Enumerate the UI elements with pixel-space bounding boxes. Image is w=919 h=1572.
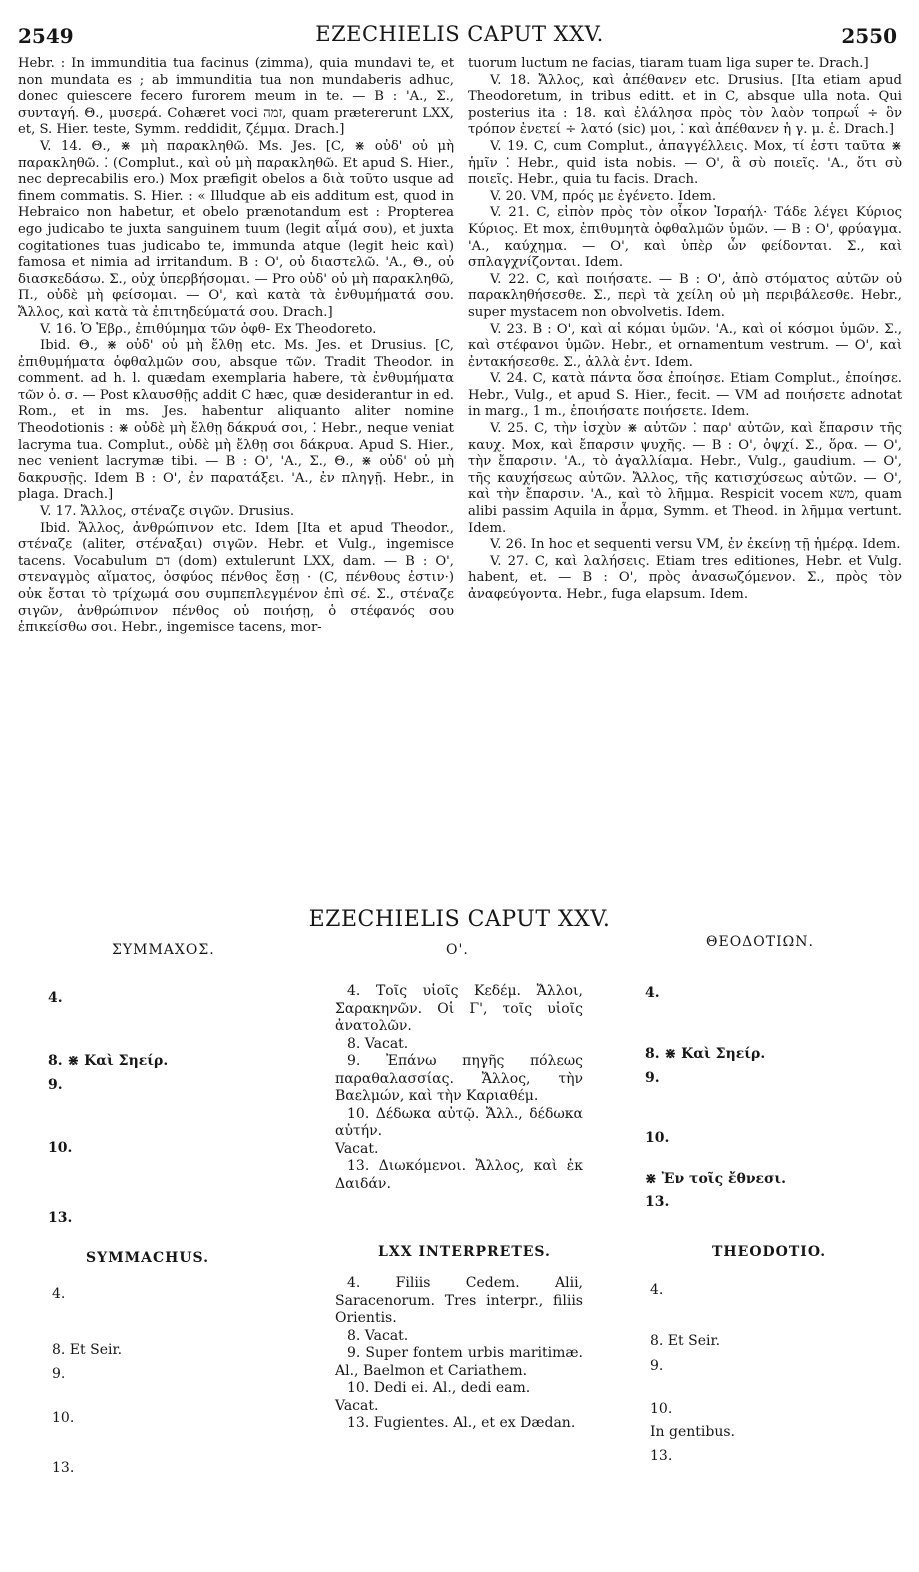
lxx-greek-entry: 8. Vacat.: [347, 1035, 409, 1052]
theodotion-greek-entry: 10.: [645, 1130, 670, 1146]
note-paragraph: V. 19. C, cum Complut., ἀπαγγέλλεις. Mox, τί ἐστι ταῦτα ⋇ ἡμῖν ⁚ Hebr., quid ista nobis. — O', ἃ σὺ ποιεῖς. 'A., ὅτι σὺ ποιεῖς. Hebr., quia tu facis. Drach.: [468, 138, 902, 188]
column-heading-lxx-greek: Ο'.: [446, 942, 469, 958]
note-paragraph: V. 27. C, καὶ λαλήσεις. Etiam tres editiones, Hebr. et Vulg. habent, et. — B : O', πρὸς ἀνασωζόμενον. Σ., πρὸς τὸν ἀναφεύγοντα. Hebr., fuga elapsum. Idem.: [468, 553, 902, 602]
note-paragraph: V. 21. C, εἰπὸν πρὸς τὸν οἶκον Ἰσραήλ· Τάδε λέγει Κύριος Κύριος. Et mox, ἐπιθυμητὰ ὀφθαλμῶν ὑμῶν. — B : O', φρύαγμα. 'A., καύχημα. — O', καὶ ὑπὲρ ὧν φείδονται. Σ., καὶ σπλαγχνίζονται. Idem.: [468, 205, 902, 271]
lxx-greek-entry: 10. Δέδωκα αὐτῷ. Ἄλλ., δέδωκα αὐτήν.: [335, 1105, 583, 1139]
lxx-greek-column: [335, 983, 583, 1193]
column-heading-symmachus-greek: ΣΥΜΜΑΧΟΣ.: [112, 942, 215, 958]
theodotion-greek-entry: 9.: [645, 1070, 660, 1086]
lxx-greek-entry: Vacat.: [335, 1140, 379, 1157]
symmachus-latin-entry: 8. Et Seir.: [52, 1342, 123, 1358]
note-paragraph: Ibid. Θ., ⋇ οὐδ' οὐ μὴ ἔλθῃ etc. Ms. Jes. et Drusius. [C, ἐπιθυμήματα ὀφθαλμῶν σου, absque τῶν. Tradit Theodor. in comment. ad h. l. quædam exemplaria habere, τὰ ἐνθυμήματα τῶν ὀ. σ. — Post κλαυσθῇς addit C hæc, quæ desiderantur in ed. Rom., et in ms. Jes. habentur aliquanto aliter nomine Theodotionis : ⋇ οὐδὲ μὴ ἔλθῃ δάκρυά σοι, ⁚ Hebr., neque veniat lacryma tua. Complut., οὐδὲ μὴ ἔλθῃ σοι δάκρυα. Apud S. Hier., nec venient lacrymæ tibi. — B : O', 'A., Σ., Θ., ⋇ οὐδ' οὐ μὴ δακρυσῇς. Idem B : O', ἐν παρατάξει. 'A., ἐν πληγῇ. Hebr., in plaga. Drach.]: [18, 338, 454, 503]
column-heading-lxx-latin: LXX INTERPRETES.: [378, 1244, 551, 1260]
lxx-latin-entry: 13. Fugientes. Al., et ex Dædan.: [347, 1415, 576, 1431]
lxx-greek-entry: 9. Ἐπάνω πηγῆς πόλεως παραθαλασσίας. Ἄλλος, τὴν Βαελμών, καὶ τὴν Καριαθέμ.: [335, 1053, 583, 1104]
column-heading-theodotion-greek: ΘΕΟΔΟΤΙΩΝ.: [706, 934, 814, 950]
lxx-latin-entry: 9. Super fontem urbis maritimæ. Al., Baelmon et Cariathem.: [335, 1345, 583, 1379]
lxx-latin-column: [335, 1275, 583, 1433]
note-paragraph: V. 26. In hoc et sequenti versu VM, ἐν ἐκείνῃ τῇ ἡμέρᾳ. Idem.: [490, 537, 901, 553]
symmachus-greek-entry: 4.: [48, 990, 63, 1006]
theodotion-latin-entry: 8. Et Seir.: [650, 1333, 721, 1349]
column-heading-theodotion-latin: THEODOTIO.: [712, 1244, 827, 1260]
theodotion-greek-entry: 13.: [645, 1194, 670, 1210]
section-title: EZECHIELIS CAPUT XXV.: [308, 907, 611, 932]
note-paragraph: V. 24. C, κατὰ πάντα ὅσα ἐποίησε. Etiam Complut., ἐποίησε. Hebr., Vulg., et apud S. Hier., fecit. — VM ad ποιήσετε adnotat in marg., 1 m., ἐποιήσατε ποιήσετε. Idem.: [468, 371, 902, 420]
note-paragraph: V. 16. Ὁ Ἑβρ., ἐπιθύμημα τῶν ὀφθ- Ex Theodoreto.: [40, 321, 377, 337]
page-number-right: 2550: [841, 24, 897, 48]
symmachus-latin-entry: 9.: [52, 1366, 66, 1382]
theodotion-greek-entry: 8. ⋇ Καὶ Σηείρ.: [645, 1046, 766, 1062]
notes-right-column: [468, 56, 902, 646]
note-paragraph: V. 14. Θ., ⋇ μὴ παρακληθῶ. Ms. Jes. [C, ⋇ οὐδ' οὐ μὴ παρακληθῶ. ⁚ (Complut., καὶ οὐ μὴ παρακληθῶ. Et apud S. Hier., nec deprecabilis ero.) Mox præfigit obelos a διὰ τοῦτο usque ad finem commatis. S. Hier. : « Illudque ab eis additum est, quod in Hebraico non habetur, et obelo prænotandum est : Propterea ego judicabo te juxta sanguinem tuum (legit αἷμά σου), et juxta cogitationes tuas judicabo te, immunda atque (legit heic καὶ) famosa et nimia ad irritandum. B : O', οὐ διαστελῶ. 'A., Θ., οὐ διασκεδάσω. Σ., οὐχ ὑπερβήσομαι. — Pro οὐδ' οὐ μὴ παρακληθῶ, Π., οὐδὲ μὴ φείσομαι. — O', καὶ κατὰ τὰ ἐνθυμήματά σου. Ἄλλος, καὶ κατὰ τὰ ἐπιτηδεύματά σου. Drach.]: [18, 138, 454, 320]
page-number-left: 2549: [18, 24, 74, 48]
lxx-latin-entry: 10. Dedi ei. Al., dedi eam.: [347, 1380, 531, 1396]
theodotion-latin-entry: 4.: [650, 1282, 664, 1298]
note-paragraph: Hebr. : In immunditia tua facinus (zimma), quia mundavi te, et non mundata es ; ab immunditia tua non mundaberis adhuc, donec quiescere fecero furorem meum in te. — B : 'A., Σ., συνταγή. Θ., μυσερά. Cohæret voci זמה, quam prætererunt LXX, et, S. Hier. teste, Symm. reddidit, ζέμμα. Drach.]: [18, 56, 454, 138]
lxx-greek-entry: 4. Τοῖς υἱοῖς Κεδέμ. Ἄλλοι, Σαρακηνῶν. Οἱ Γ', τοῖς υἱοῖς ἀνατολῶν.: [335, 983, 583, 1034]
symmachus-greek-entry: 8. ⋇ Καὶ Σηείρ.: [48, 1053, 169, 1069]
note-paragraph: V. 23. B : O', καὶ αἱ κόμαι ὑμῶν. 'A., καὶ οἱ κόσμοι ὑμῶν. Σ., καὶ στέφανοι ὑμῶν. Hebr., et ornamentum vestrum. — O', καὶ ἐντακήσεσθε. Σ., ἀλλὰ ἐντ. Idem.: [468, 321, 902, 370]
page-header: [0, 20, 919, 50]
symmachus-latin-entry: 4.: [52, 1286, 66, 1302]
theodotion-latin-entry: 10.: [650, 1401, 673, 1417]
symmachus-latin-entry: 10.: [52, 1410, 75, 1426]
symmachus-latin-entry: 13.: [52, 1460, 75, 1476]
theodotion-latin-entry: In gentibus.: [650, 1424, 735, 1440]
lxx-latin-entry: 4. Filiis Cedem. Alii, Saracenorum. Tres interpr., filiis Orientis.: [335, 1275, 583, 1326]
note-paragraph: V. 22. C, καὶ ποιήσατε. — B : O', ἀπὸ στόματος αὐτῶν οὐ παρακληθήσεσθε. Σ., περὶ τὰ χείλη οὐ μὴ περιβάλεσθε. Hebr., super mystacem non obvolvetis. Idem.: [468, 271, 902, 320]
note-paragraph: tuorum luctum ne facias, tiaram tuam liga super te. Drach.]: [468, 56, 869, 71]
note-paragraph: Ibid. Ἄλλος, ἀνθρώπινον etc. Idem [Ita et apud Theodor., στέναζε (aliter, στέναξαι) σιγῶν. Hebr. et Vulg., ingemisce tacens. Vocabulum דם (dom) extulerunt LXX, dam. — B : O', στεναγμὸς αἵματος, ὀσφύος πένθος ἔσῃ · (C, πένθους ἐστιν·) οὐκ ἔσται τὸ τρίχωμά σου συμπεπλεγμένον ἐπὶ σέ. Σ., στέναζε σιγῶν, ἀνθρώπινον πένθος οὐ ποιήσῃ, ὁ στέφανός σου ἐπικείσθω σοι. Hebr., ingemisce tacens, mor-: [18, 520, 454, 636]
note-paragraph: V. 25. C, τὴν ἰσχὺν ⋇ αὐτῶν ⁚ παρ' αὐτῶν, καὶ ἔπαρσιν τῆς καυχ. Mox, καὶ ἔπαρσιν ψυχῆς. — B : O', ὀψχί. Σ., ὅρα. — O', τὴν ἔπαρσιν. 'A., τὸ ἀγαλλίαμα. Hebr., Vulg., gaudium. — O', τῆς καυχήσεως αὐτῶν. Ἄλλος, τῆς κατισχύσεως αὐτῶν. — O', καὶ τὴν ἔπαρσιν. 'A., καὶ τὸ λῆμμα. Respicit vocem משא, quam alibi passim Aquila in ἆρμα, Symm. et Theod. in λῆμμα vertunt. Idem.: [468, 421, 902, 536]
lxx-latin-entry: Vacat.: [335, 1397, 379, 1414]
running-title: EZECHIELIS CAPUT XXV.: [315, 22, 604, 46]
column-heading-symmachus-latin: SYMMACHUS.: [86, 1250, 210, 1266]
symmachus-greek-entry: 9.: [48, 1077, 63, 1093]
note-paragraph: V. 17. Ἄλλος, στέναζε σιγῶν. Drusius.: [40, 504, 295, 520]
theodotion-latin-entry: 13.: [650, 1448, 673, 1464]
note-paragraph: V. 20. VM, πρός με ἐγένετο. Idem.: [490, 188, 717, 204]
note-paragraph: V. 18. Ἄλλος, καὶ ἀπέθανεν etc. Drusius. [Ita etiam apud Theodoretum, in tribus editt. et in C, absque ulla nota. Qui posterius ita : 18. καὶ ἐλάλησα πρὸς τὸν λαὸν τοπρωΐ ÷ ὃν τρόπον ἐνετεί ÷ λατό (sic) μοι, ⁚ καὶ ἀπέθανεν ἡ γ. μ. ἑ. Drach.]: [468, 72, 902, 138]
symmachus-greek-entry: 13.: [48, 1210, 73, 1226]
symmachus-greek-entry: 10.: [48, 1140, 73, 1156]
notes-left-column: [18, 56, 454, 846]
lxx-greek-entry: 13. Διωκόμενοι. Ἄλλος, καὶ ἐκ Δαιδάν.: [335, 1158, 583, 1192]
lxx-latin-entry: 8. Vacat.: [347, 1327, 409, 1344]
theodotion-greek-entry: ⋇ Ἐν τοῖς ἔθνεσι.: [645, 1171, 787, 1187]
theodotion-greek-entry: 4.: [645, 985, 660, 1001]
theodotion-latin-entry: 9.: [650, 1358, 664, 1374]
